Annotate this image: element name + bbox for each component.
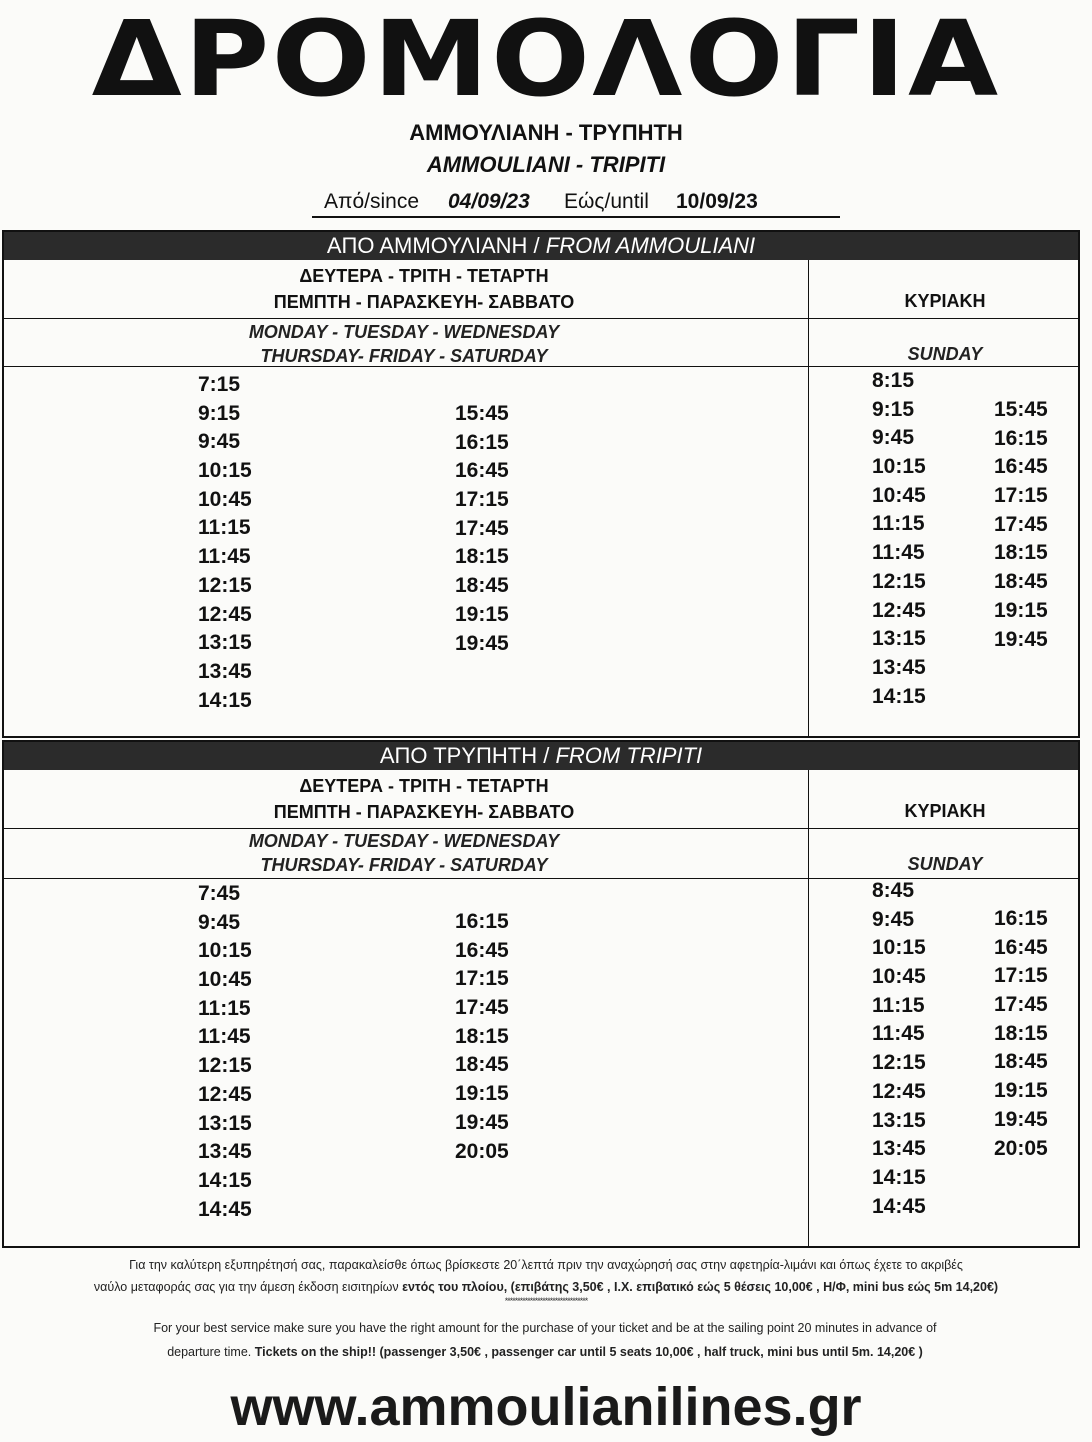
stars-divider: ********************************* (504, 1296, 588, 1306)
departure-time: 11:45 (872, 541, 925, 565)
departure-time: 13:45 (198, 1140, 252, 1164)
section-header (4, 742, 1078, 770)
departure-time: 16:15 (455, 910, 509, 933)
section-title-greek: ΑΠΟ ΑΜΜΟΥΛΙΑΝΗ / (326, 233, 546, 258)
departure-time: 10:45 (872, 965, 926, 989)
sunday-label-english: SUNDAY (907, 854, 983, 874)
sunday-times-col1 (872, 367, 926, 711)
departure-time: 18:45 (455, 1053, 509, 1077)
departure-time: 19:15 (994, 598, 1048, 622)
departure-time: 13:45 (198, 659, 252, 683)
section-from-tripiti (2, 740, 1080, 1248)
departure-time: 14:15 (872, 684, 926, 708)
departure-time: 19:15 (455, 602, 509, 626)
departure-time: 16:45 (455, 938, 509, 962)
departure-time: 14:45 (872, 1194, 926, 1218)
departure-time: 14:15 (198, 688, 252, 712)
weekday-times-col1 (198, 371, 252, 715)
weekday-label-english-2: THURSDAY- FRIDAY - SATURDAY (260, 346, 548, 366)
sunday-times-col2 (994, 905, 1048, 1163)
departure-time: 12:15 (198, 573, 252, 597)
row-divider (4, 828, 1078, 829)
departure-time: 18:45 (455, 574, 509, 598)
website-link[interactable]: www.ammoulianilines.gr (230, 1377, 862, 1437)
note-greek-line2 (4, 1276, 1088, 1298)
departure-time: 9:15 (872, 397, 915, 421)
departure-time: 15:45 (455, 402, 509, 425)
departure-time: 20:05 (994, 1136, 1048, 1160)
departure-time: 11:15 (872, 993, 925, 1017)
validity-dates (312, 188, 840, 218)
departure-time: 8:15 (872, 369, 915, 392)
departure-time: 17:15 (455, 967, 509, 991)
departure-time: 19:15 (455, 1082, 509, 1106)
departure-time: 16:15 (994, 426, 1048, 450)
section-title-english: FROM AMMOULIANI (545, 233, 756, 258)
note-greek-line1: Για την καλύτερη εξυπηρέτησή σας, παρακαλείσθε όπως βρίσκεστε 20΄λεπτά πριν την αναχώρησή σας στην αφετηρία-λιμάνι και όπως έχετε το ακριβές (129, 1258, 963, 1272)
departure-time: 17:45 (994, 993, 1048, 1017)
column-divider (808, 770, 809, 1246)
departure-time: 10:45 (198, 968, 252, 992)
departure-time: 10:15 (872, 936, 926, 960)
departure-time: 11:45 (198, 1025, 251, 1049)
departure-time: 18:15 (455, 545, 509, 569)
departure-time: 19:45 (994, 1107, 1048, 1131)
departure-time: 11:15 (198, 996, 251, 1020)
departure-time: 14:15 (198, 1168, 252, 1192)
weekday-times-col2 (455, 400, 509, 658)
departure-time: 16:45 (994, 935, 1048, 959)
note-greek-line2-text: ναύλο μεταφοράς σας για την άμεση έκδοση εισιτηρίων (93, 1280, 403, 1294)
departure-time: 14:45 (198, 1197, 252, 1221)
since-date: 04/09/23 (448, 190, 530, 213)
page-title: ΔΡΟΜΟΛΟΓΙΑ (91, 0, 1001, 120)
weekday-label-greek-1: ΔΕΥΤΕΡΑ - ΤΡΙΤΗ - ΤΕΤΑΡΤΗ (299, 266, 549, 286)
weekday-times-col1 (198, 880, 252, 1224)
weekday-label-greek-2: ΠΕΜΠΤΗ - ΠΑΡΑΣΚΕΥΗ- ΣΑΒΒΑΤΟ (273, 292, 575, 312)
note-english-line1: For your best service make sure you have the right amount for the purchase of your ticket and be at the sailing point 20 minutes in advance of (153, 1321, 937, 1335)
departure-time: 11:45 (872, 1022, 925, 1046)
departure-time: 18:45 (994, 570, 1048, 594)
departure-time: 18:15 (994, 541, 1048, 565)
departure-time: 18:45 (994, 1050, 1048, 1074)
departure-time: 10:45 (872, 483, 926, 507)
section-title-english: FROM TRIPITI (555, 743, 703, 768)
weekday-label-greek-2: ΠΕΜΠΤΗ - ΠΑΡΑΣΚΕΥΗ- ΣΑΒΒΑΤΟ (273, 802, 575, 822)
departure-time: 19:45 (994, 627, 1048, 651)
departure-time: 9:45 (872, 426, 915, 450)
weekday-times-col2 (455, 908, 509, 1166)
departure-time: 18:15 (994, 1021, 1048, 1045)
departure-time: 9:15 (198, 401, 241, 425)
note-greek (4, 1254, 1088, 1298)
departure-time: 16:15 (994, 907, 1048, 930)
departure-time: 12:15 (198, 1054, 252, 1078)
sunday-label-greek: ΚΥΡΙΑΚΗ (904, 291, 986, 311)
departure-time: 17:15 (455, 488, 509, 512)
departure-time: 7:45 (198, 882, 241, 905)
departure-time: 9:45 (872, 907, 915, 931)
section-header (4, 232, 1078, 260)
departure-time: 16:45 (994, 455, 1048, 479)
departure-time: 19:45 (455, 1110, 509, 1134)
weekday-label-english-1: MONDAY - TUESDAY - WEDNESDAY (248, 322, 560, 342)
departure-time: 12:45 (872, 598, 926, 622)
departure-time: 13:45 (872, 1137, 926, 1161)
since-label: Από/since (324, 190, 420, 213)
note-english (30, 1316, 1060, 1364)
departure-time: 19:45 (455, 631, 509, 655)
departure-time: 16:15 (455, 430, 509, 454)
departure-time: 12:45 (872, 1079, 926, 1103)
departure-time: 17:45 (455, 516, 509, 540)
weekday-label-english-1: MONDAY - TUESDAY - WEDNESDAY (248, 831, 560, 851)
sunday-times-col1 (872, 877, 926, 1221)
route-title-greek: ΑΜΜΟΥΛΙΑΝΗ - ΤΡΥΠΗΤΗ (409, 120, 683, 145)
departure-time: 10:15 (872, 455, 926, 479)
departure-time: 13:15 (198, 1111, 252, 1135)
departure-time: 20:05 (455, 1139, 509, 1163)
departure-time: 10:15 (198, 939, 252, 963)
departure-time: 11:15 (872, 512, 925, 536)
section-from-ammouliani (2, 230, 1080, 738)
departure-time: 15:45 (994, 398, 1048, 421)
weekday-label-greek-1: ΔΕΥΤΕΡΑ - ΤΡΙΤΗ - ΤΕΤΑΡΤΗ (299, 776, 549, 796)
departure-time: 10:45 (198, 487, 252, 511)
sunday-times-col2 (994, 396, 1048, 654)
until-date: 10/09/23 (676, 190, 758, 213)
departure-time: 13:15 (872, 1108, 926, 1132)
route-title-english: AMMOULIANI - TRIPITI (426, 152, 666, 177)
note-english-line2-text: departure time. (167, 1345, 255, 1359)
departure-time: 8:45 (872, 879, 915, 902)
departure-time: 14:15 (872, 1165, 926, 1189)
sunday-label-greek: ΚΥΡΙΑΚΗ (904, 801, 986, 821)
note-english-line2-bold: Tickets on the ship!! (passenger 3,50€ , passenger car until 5 seats 10,00€ , half truck, mini bus until 5m. 14,20€ ) (254, 1345, 923, 1359)
until-label: Εώς/until (564, 190, 649, 213)
note-greek-line2-bold: εντός του πλοίου, (επιβάτης 3,50€ , Ι.Χ. επιβατικό εώς 5 θέσεις 10,00€ , Η/Φ, mini bus εώς 5m 14,20€) (402, 1280, 999, 1294)
departure-time: 18:15 (455, 1024, 509, 1048)
departure-time: 12:15 (872, 569, 926, 593)
departure-time: 10:15 (198, 459, 252, 483)
departure-time: 19:15 (994, 1079, 1048, 1103)
departure-time: 12:15 (872, 1051, 926, 1075)
column-divider (808, 260, 809, 736)
departure-time: 13:15 (872, 627, 926, 651)
departure-time: 12:45 (198, 1082, 252, 1106)
sunday-label-english: SUNDAY (907, 344, 983, 364)
departure-time: 9:45 (198, 910, 241, 934)
row-divider (4, 318, 1078, 319)
departure-time: 17:45 (455, 996, 509, 1020)
departure-time: 11:45 (198, 545, 251, 569)
departure-time: 12:45 (198, 602, 252, 626)
departure-time: 9:45 (198, 430, 241, 454)
section-title-greek: ΑΠΟ ΤΡΥΠΗΤΗ / (379, 743, 556, 768)
departure-time: 13:45 (872, 655, 926, 679)
departure-time: 16:45 (455, 459, 509, 483)
weekday-label-english-2: THURSDAY- FRIDAY - SATURDAY (260, 855, 548, 875)
departure-time: 11:15 (198, 516, 251, 540)
departure-time: 7:15 (198, 373, 241, 396)
departure-time: 17:15 (994, 484, 1048, 508)
departure-time: 13:15 (198, 631, 252, 655)
note-english-line2 (30, 1340, 1060, 1364)
departure-time: 17:45 (994, 512, 1048, 536)
departure-time: 17:15 (994, 964, 1048, 988)
